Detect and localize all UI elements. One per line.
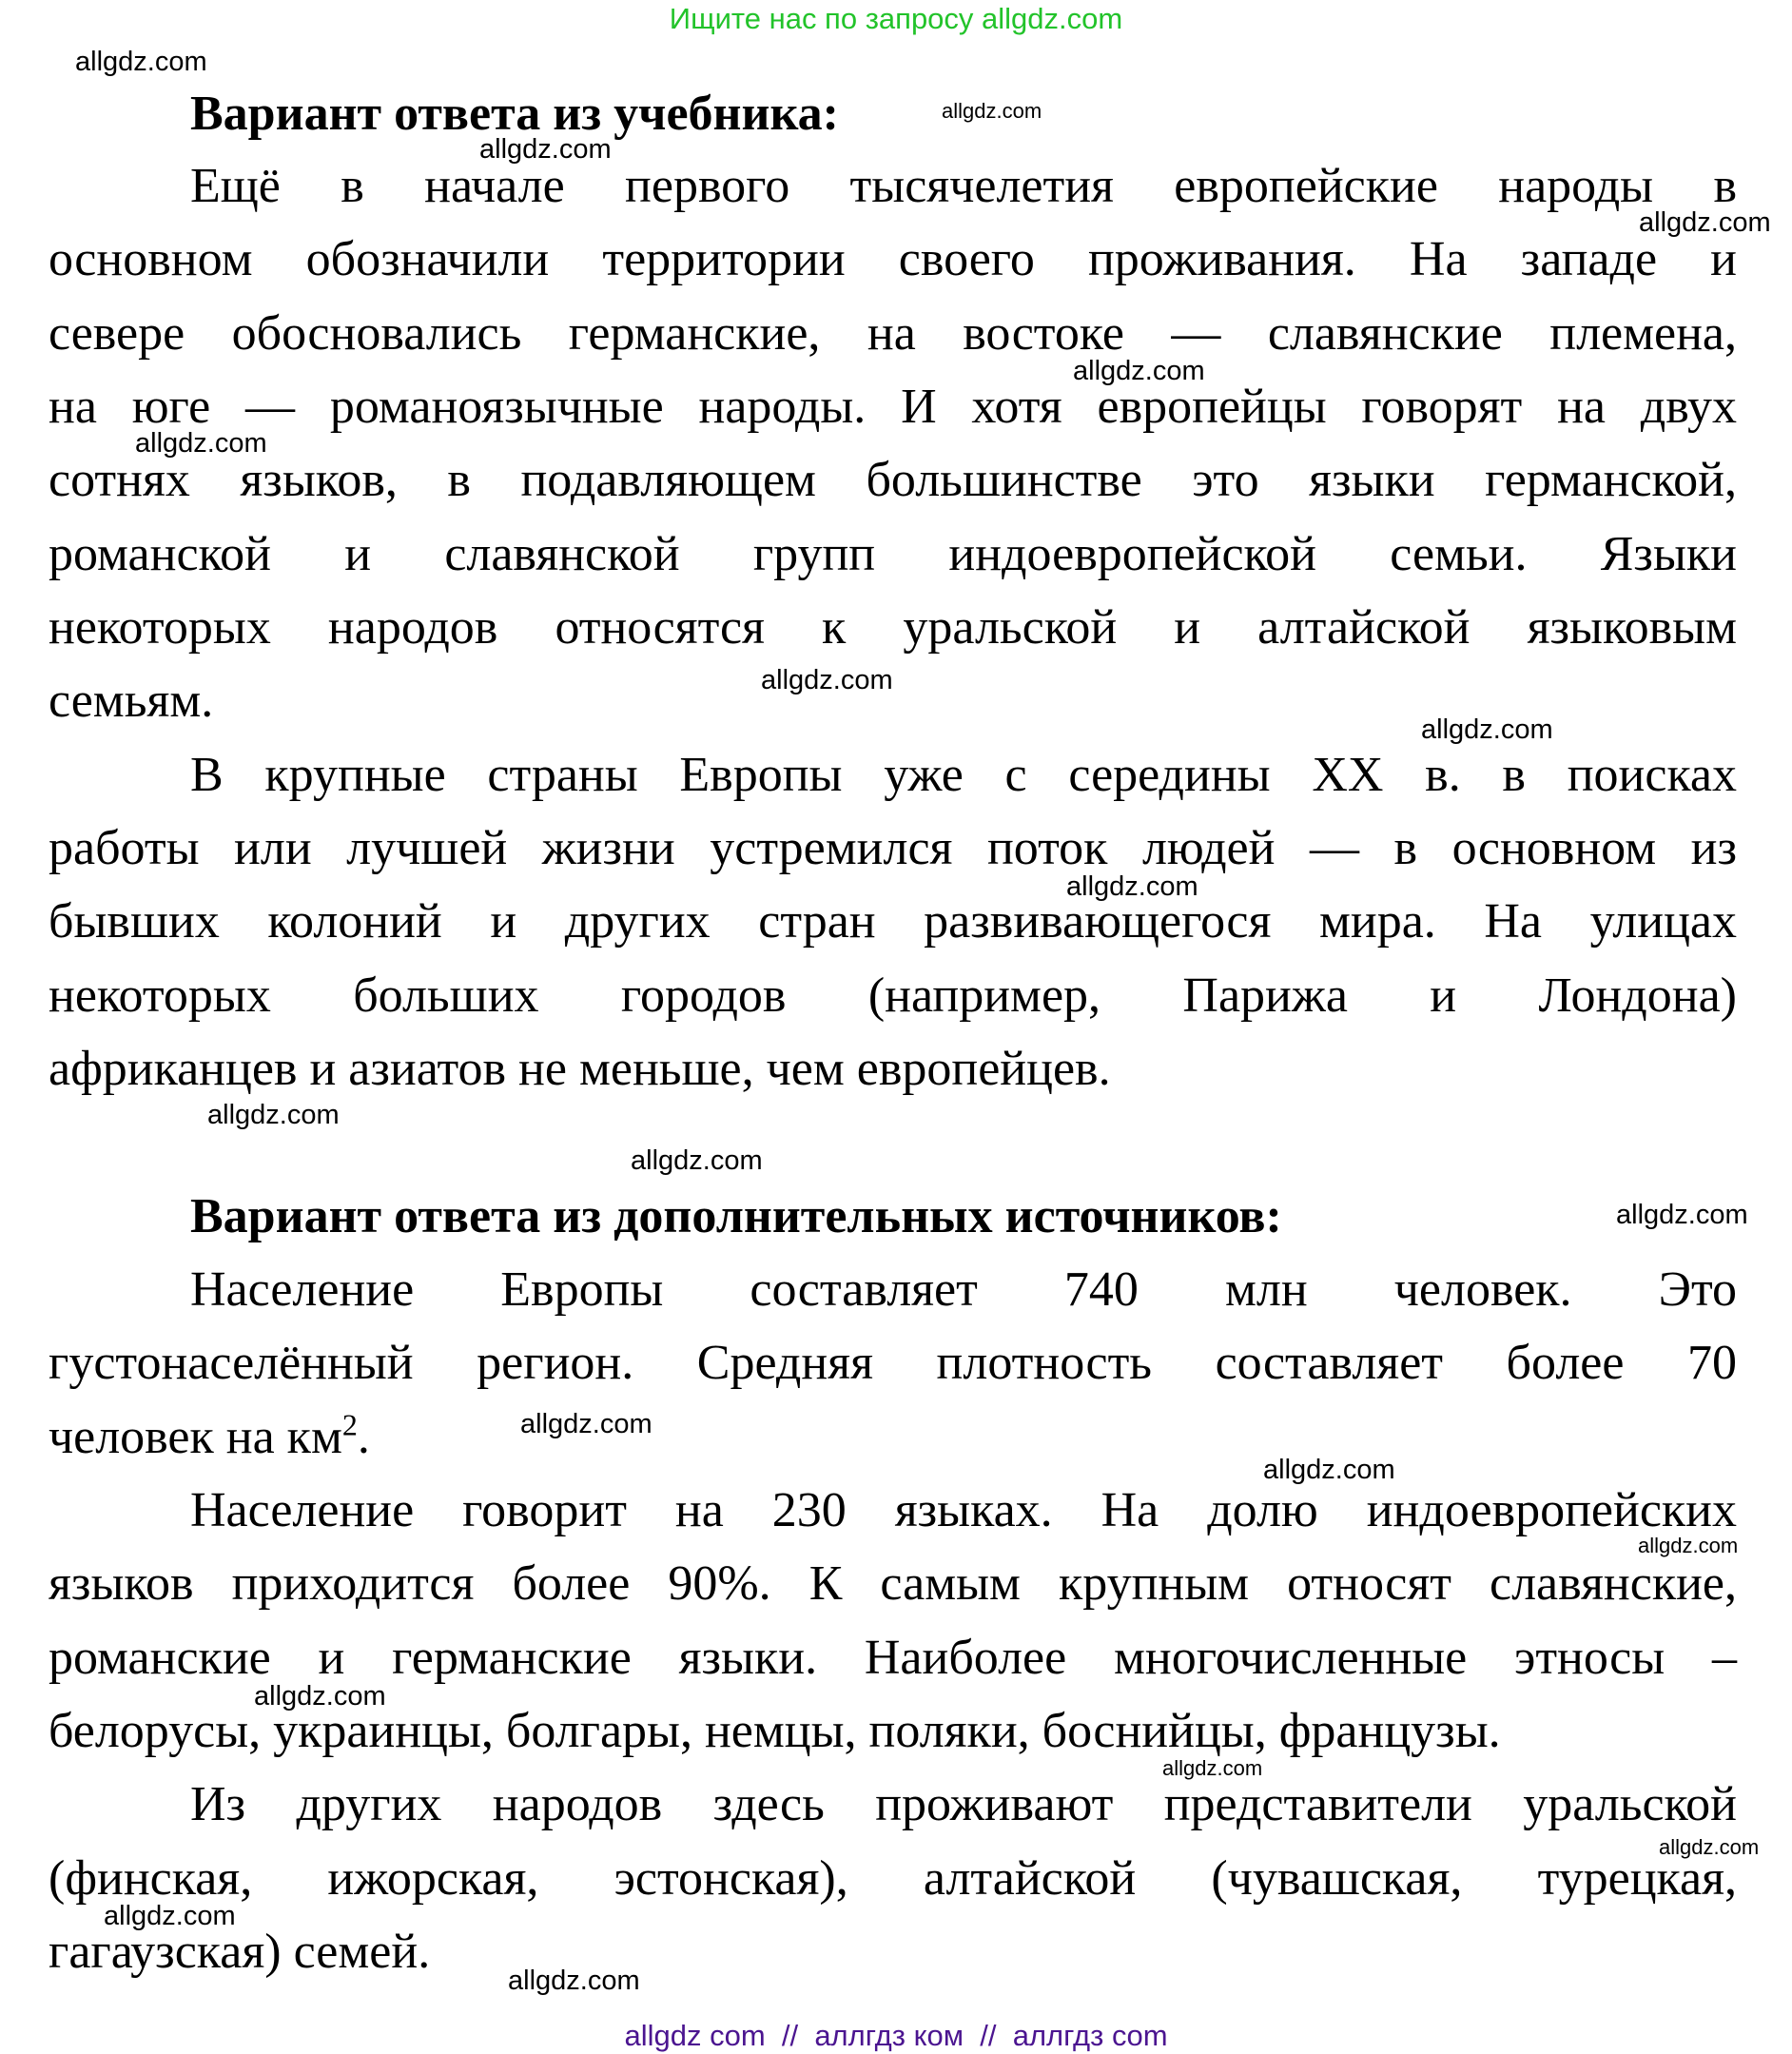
search-banner: Ищите нас по запросу allgdz.com bbox=[669, 2, 1123, 35]
superscript: 2 bbox=[341, 1407, 358, 1442]
text-line: Население говорит на 230 языках. На долю индоевропейских bbox=[190, 1483, 1737, 1537]
watermark: allgdz.com bbox=[104, 1901, 236, 1931]
watermark: allgdz.com bbox=[1263, 1455, 1395, 1485]
text-line: африканцев и азиатов не меньше, чем европейцев. bbox=[49, 1042, 1111, 1096]
text-line: белорусы, украинцы, болгары, немцы, поляки, боснийцы, французы. bbox=[49, 1704, 1501, 1758]
text-line: густонаселённый регион. Средняя плотность составляет более 70 bbox=[49, 1336, 1737, 1390]
text-line: В крупные страны Европы уже с середины XX в. в поисках bbox=[190, 748, 1737, 802]
footer-banner: allgdz com // аллгдз ком // аллгдз com bbox=[624, 2019, 1168, 2052]
watermark: allgdz.com bbox=[1616, 1200, 1748, 1230]
watermark: allgdz.com bbox=[761, 665, 893, 695]
section-heading-textbook: Вариант ответа из учебника: bbox=[190, 87, 839, 141]
watermark: allgdz.com bbox=[75, 47, 207, 77]
text-line: некоторых больших городов (например, Парижа и Лондона) bbox=[49, 968, 1737, 1023]
watermark: allgdz.com bbox=[520, 1409, 653, 1439]
text-line-content: человек на км bbox=[49, 1410, 342, 1464]
watermark: allgdz.com bbox=[1073, 356, 1205, 386]
text-line-tail: . bbox=[357, 1410, 370, 1464]
text-line: романской и славянской групп индоевропейской семьи. Языки bbox=[49, 527, 1737, 581]
watermark: allgdz.com bbox=[1638, 1534, 1739, 1557]
watermark: allgdz.com bbox=[135, 428, 267, 459]
text-line: гагаузская) семей. bbox=[49, 1925, 431, 1979]
watermark: allgdz.com bbox=[1162, 1756, 1263, 1780]
text-line: Из других народов здесь проживают представители уральской bbox=[190, 1777, 1737, 1831]
watermark: allgdz.com bbox=[942, 99, 1042, 123]
text-line bbox=[49, 1409, 1737, 1466]
watermark: allgdz.com bbox=[1639, 207, 1771, 238]
text-line: на юге — романоязычные народы. И хотя европейцы говорят на двух bbox=[49, 380, 1737, 434]
text-line: сотнях языков, в подавляющем большинстве это языки германской, bbox=[49, 453, 1737, 507]
text-line: Ещё в начале первого тысячелетия европейские народы в bbox=[190, 159, 1737, 213]
text-line: языков приходится более 90%. К самым крупным относят славянские, bbox=[49, 1556, 1737, 1611]
text-line: севере обосновались германские, на востоке — славянские племена, bbox=[49, 306, 1737, 361]
watermark: allgdz.com bbox=[479, 134, 612, 165]
text-line: романские и германские языки. Наиболее многочисленные этносы – bbox=[49, 1631, 1737, 1685]
text-line: семьям. bbox=[49, 674, 214, 728]
text-line: Население Европы составляет 740 млн человек. Это bbox=[190, 1262, 1737, 1317]
watermark: allgdz.com bbox=[1421, 714, 1553, 745]
watermark: allgdz.com bbox=[631, 1145, 763, 1176]
text-line: (финская, ижорская, эстонская), алтайской (чувашская, турецкая, bbox=[49, 1851, 1737, 1906]
watermark: allgdz.com bbox=[1659, 1835, 1760, 1859]
text-line: работы или лучшей жизни устремился поток людей — в основном из bbox=[49, 821, 1737, 875]
watermark: allgdz.com bbox=[508, 1966, 640, 1996]
text-line: бывших колоний и других стран развивающегося мира. На улицах bbox=[49, 894, 1737, 949]
section-heading-additional: Вариант ответа из дополнительных источников: bbox=[190, 1189, 1282, 1243]
watermark: allgdz.com bbox=[254, 1681, 386, 1712]
text-line: основном обозначили территории своего проживания. На западе и bbox=[49, 232, 1737, 286]
text-line: некоторых народов относятся к уральской и алтайской языковым bbox=[49, 600, 1737, 655]
watermark: allgdz.com bbox=[1066, 871, 1198, 902]
watermark: allgdz.com bbox=[207, 1100, 340, 1130]
